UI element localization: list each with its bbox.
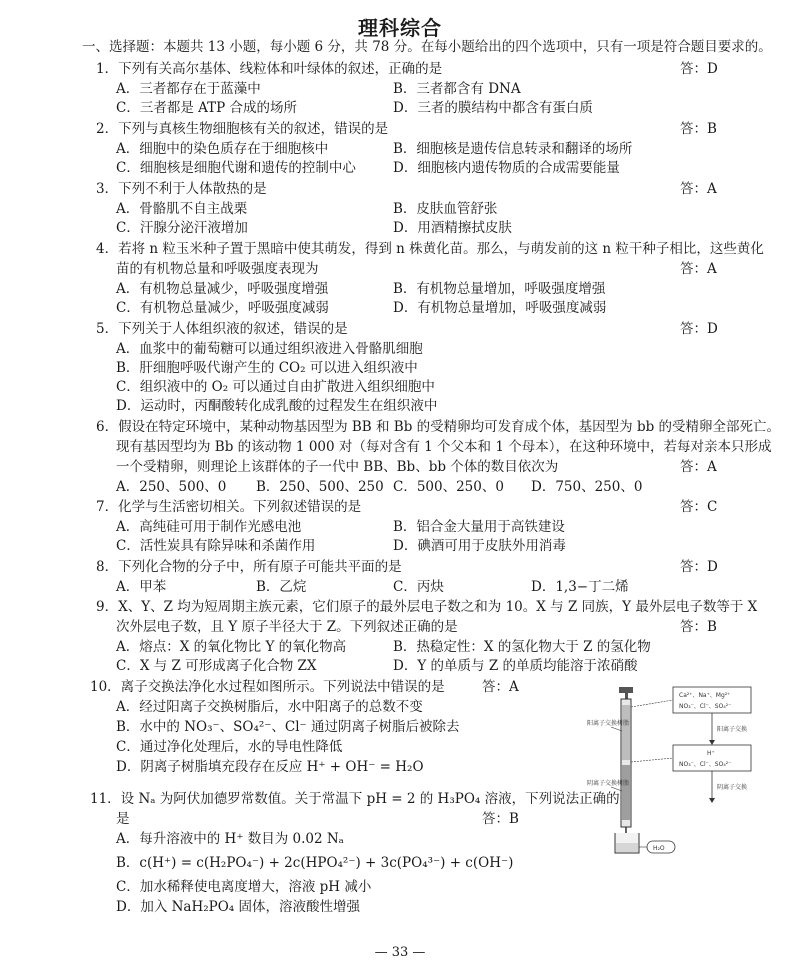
q10-option-c: C．通过净化处理后，水的导电性降低 (116, 739, 343, 755)
question-1-stem: 1．下列有关高尔基体、线粒体和叶绿体的叙述，正确的是 (96, 61, 443, 77)
question-11-answer: 答：B (482, 811, 519, 827)
q6-option-a: A．250、500、0 (116, 479, 227, 495)
question-5-answer: 答：D (680, 321, 718, 337)
q2-option-a: A．细胞中的染色质存在于细胞核中 (116, 141, 329, 157)
question-7-stem: 7．化学与生活密切相关。下列叙述错误的是 (96, 499, 362, 515)
question-9-stem-line2: 次外层电子数，且 Y 原子半径大于 Z。下列叙述正确的是 (116, 619, 458, 635)
q5-option-b: B．肝细胞呼吸代谢产生的 CO₂ 可以进入组织液中 (116, 360, 418, 376)
q2-option-d: D．细胞核内遗传物质的合成需要能量 (393, 160, 620, 176)
q9-option-d: D．Y 的单质与 Z 的单质均能溶于浓硝酸 (393, 658, 638, 674)
ion-exchange-diagram (585, 685, 755, 860)
question-3-stem: 3．下列不利于人体散热的是 (96, 181, 267, 197)
question-11-stem-line2: 是 (116, 811, 130, 827)
q5-option-a: A．血浆中的葡萄糖可以通过组织液进入骨骼肌细胞 (116, 341, 423, 357)
q6-option-c: C．500、250、0 (393, 479, 504, 495)
question-8-stem: 8．下列化合物的分子中，所有原子可能共平面的是 (96, 559, 402, 575)
water-label: H₂O (653, 845, 665, 852)
cation-exchange-label: 阳离子交换 (717, 726, 748, 733)
question-4-stem: 4．若将 n 粒玉米种子置于黑暗中使其萌发，得到 n 株黄化苗。那么，与萌发前的这 n 粒干种子相比，这些黄化 (96, 241, 764, 257)
question-11-stem: 11．设 Nₐ 为阿伏加德罗常数值。关于常温下 pH = 2 的 H₃PO₄ 溶液，下列说法正确的 (90, 791, 620, 807)
faucet-icon (619, 687, 633, 693)
intermediate-cations: H⁺ (707, 750, 715, 757)
question-9-answer: 答：B (680, 619, 717, 635)
q11-option-c: C．加水稀释使电离度增大，溶液 pH 减小 (116, 879, 372, 895)
question-10-stem: 10．离子交换法净化水过程如图所示。下列说法中错误的是 (90, 679, 445, 695)
q8-option-b: B．乙烷 (256, 579, 307, 595)
q6-option-b: B．250、500、250 (256, 479, 384, 495)
question-2-stem: 2．下列与真核生物细胞核有关的叙述，错误的是 (96, 121, 389, 137)
q9-option-b: B．热稳定性：X 的氢化物大于 Z 的氢化物 (393, 639, 651, 655)
q1-option-b: B．三者都含有 DNA (393, 81, 521, 97)
q4-option-b: B．有机物总量增加，呼吸强度增强 (393, 281, 606, 297)
q4-option-d: D．有机物总量增加，呼吸强度减弱 (393, 300, 607, 316)
q4-option-c: C．有机物总量减少，呼吸强度减弱 (116, 300, 329, 316)
q2-option-b: B．细胞核是遗传信息转录和翻译的场所 (393, 141, 633, 157)
question-10-answer: 答：A (482, 679, 519, 695)
question-2-answer: 答：B (680, 121, 717, 137)
question-4-stem-line2: 苗的有机物总量和呼吸强度表现为 (116, 261, 319, 277)
question-9-stem: 9．X、Y、Z 均为短周期主族元素，它们原子的最外层电子数之和为 10。X 与 Z 同族，Y 最外层电子数等于 X (96, 599, 758, 615)
q8-option-a: A．甲苯 (116, 579, 167, 595)
question-6-stem-line2: 现有基因型均为 Bb 的该动物 1 000 对（每对含有 1 个父本和 1 个母本），在这种环境中，若每对亲本只形成 (116, 439, 772, 455)
q9-option-c: C．X 与 Z 可形成离子化合物 ZX (116, 658, 317, 674)
question-6-stem: 6．假设在特定环境中，某种动物基因型为 BB 和 Bb 的受精卵均可发育成个体，基因型为 bb 的受精卵全部死亡。 (96, 419, 781, 435)
q9-option-a: A．熔点：X 的氧化物比 Y 的氧化物高 (116, 639, 347, 655)
question-5-stem: 5．下列关于人体组织液的叙述，错误的是 (96, 321, 348, 337)
q3-option-b: B．皮肤血管舒张 (393, 201, 498, 217)
q5-option-d: D．运动时，丙酮酸转化成乳酸的过程发生在组织液中 (116, 398, 438, 414)
q3-option-c: C．汗腺分泌汗液增加 (116, 220, 248, 236)
q11-option-b: B．c(H⁺) = c(H₂PO₄⁻) + 2c(HPO₄²⁻) + 3c(PO₄³⁻) + c(OH⁻) (116, 855, 514, 871)
question-6-answer: 答：A (680, 459, 717, 475)
q1-option-c: C．三者都是 ATP 合成的场所 (116, 100, 298, 116)
q11-option-a: A．每升溶液中的 H⁺ 数目为 0.02 Nₐ (116, 831, 344, 847)
q4-option-a: A．有机物总量减少，呼吸强度增强 (116, 281, 329, 297)
section-heading: 一、选择题：本题共 13 小题，每小题 6 分，共 78 分。在每小题给出的四个选项中，只有一项是符合题目要求的。 (82, 39, 772, 55)
q10-option-a: A．经过阳离子交换树脂后，水中阳离子的总数不变 (116, 699, 423, 715)
q10-option-b: B．水中的 NO₃⁻、SO₄²⁻、Cl⁻ 通过阴离子树脂后被除去 (116, 719, 460, 735)
intermediate-anions: NO₃⁻、Cl⁻、SO₄²⁻ (679, 761, 732, 768)
cation-resin-label: 阳离子交换树脂 (587, 720, 630, 727)
q11-option-d: D．加入 NaH₂PO₄ 固体，溶液酸性增强 (116, 899, 361, 915)
question-1-answer: 答：D (680, 61, 718, 77)
question-7-answer: 答：C (680, 499, 718, 515)
question-8-answer: 答：D (680, 559, 718, 575)
page-title: 理科综合 (358, 16, 442, 40)
q10-option-d: D．阴离子树脂填充段存在反应 H⁺ + OH⁻ = H₂O (116, 759, 424, 775)
question-4-answer: 答：A (680, 261, 717, 277)
q1-option-d: D．三者的膜结构中都含有蛋白质 (393, 100, 593, 116)
input-anions: NO₃⁻、Cl⁻、SO₄²⁻ (679, 703, 732, 710)
anion-exchange-label: 阴离子交换 (717, 784, 748, 791)
q8-option-c: C．丙炔 (393, 579, 444, 595)
question-6-stem-line3: 一个受精卵，则理论上该群体的子一代中 BB、Bb、bb 个体的数目依次为 (116, 459, 559, 475)
page-number: — 33 — (374, 945, 426, 960)
input-cations: Ca²⁺、Na⁺、Mg²⁺ (679, 692, 731, 699)
q1-option-a: A．三者都存在于蓝藻中 (116, 81, 261, 97)
q2-option-c: C．细胞核是细胞代谢和遗传的控制中心 (116, 160, 356, 176)
q3-option-a: A．骨骼肌不自主战栗 (116, 201, 248, 217)
q6-option-d: D．750、250、0 (531, 479, 643, 495)
q7-option-d: D．碘酒可用于皮肤外用消毒 (393, 538, 566, 554)
q8-option-d: D．1,3−丁二烯 (531, 579, 629, 595)
anion-resin-label: 阴离子交换树脂 (587, 780, 630, 787)
q3-option-d: D．用酒精擦拭皮肤 (393, 220, 512, 236)
q7-option-a: A．高纯硅可用于制作光感电池 (116, 519, 302, 535)
q7-option-b: B．铝合金大量用于高铁建设 (393, 519, 565, 535)
q7-option-c: C．活性炭具有除异味和杀菌作用 (116, 538, 316, 554)
q5-option-c: C．组织液中的 O₂ 可以通过自由扩散进入组织细胞中 (116, 379, 435, 395)
question-3-answer: 答：A (680, 181, 717, 197)
